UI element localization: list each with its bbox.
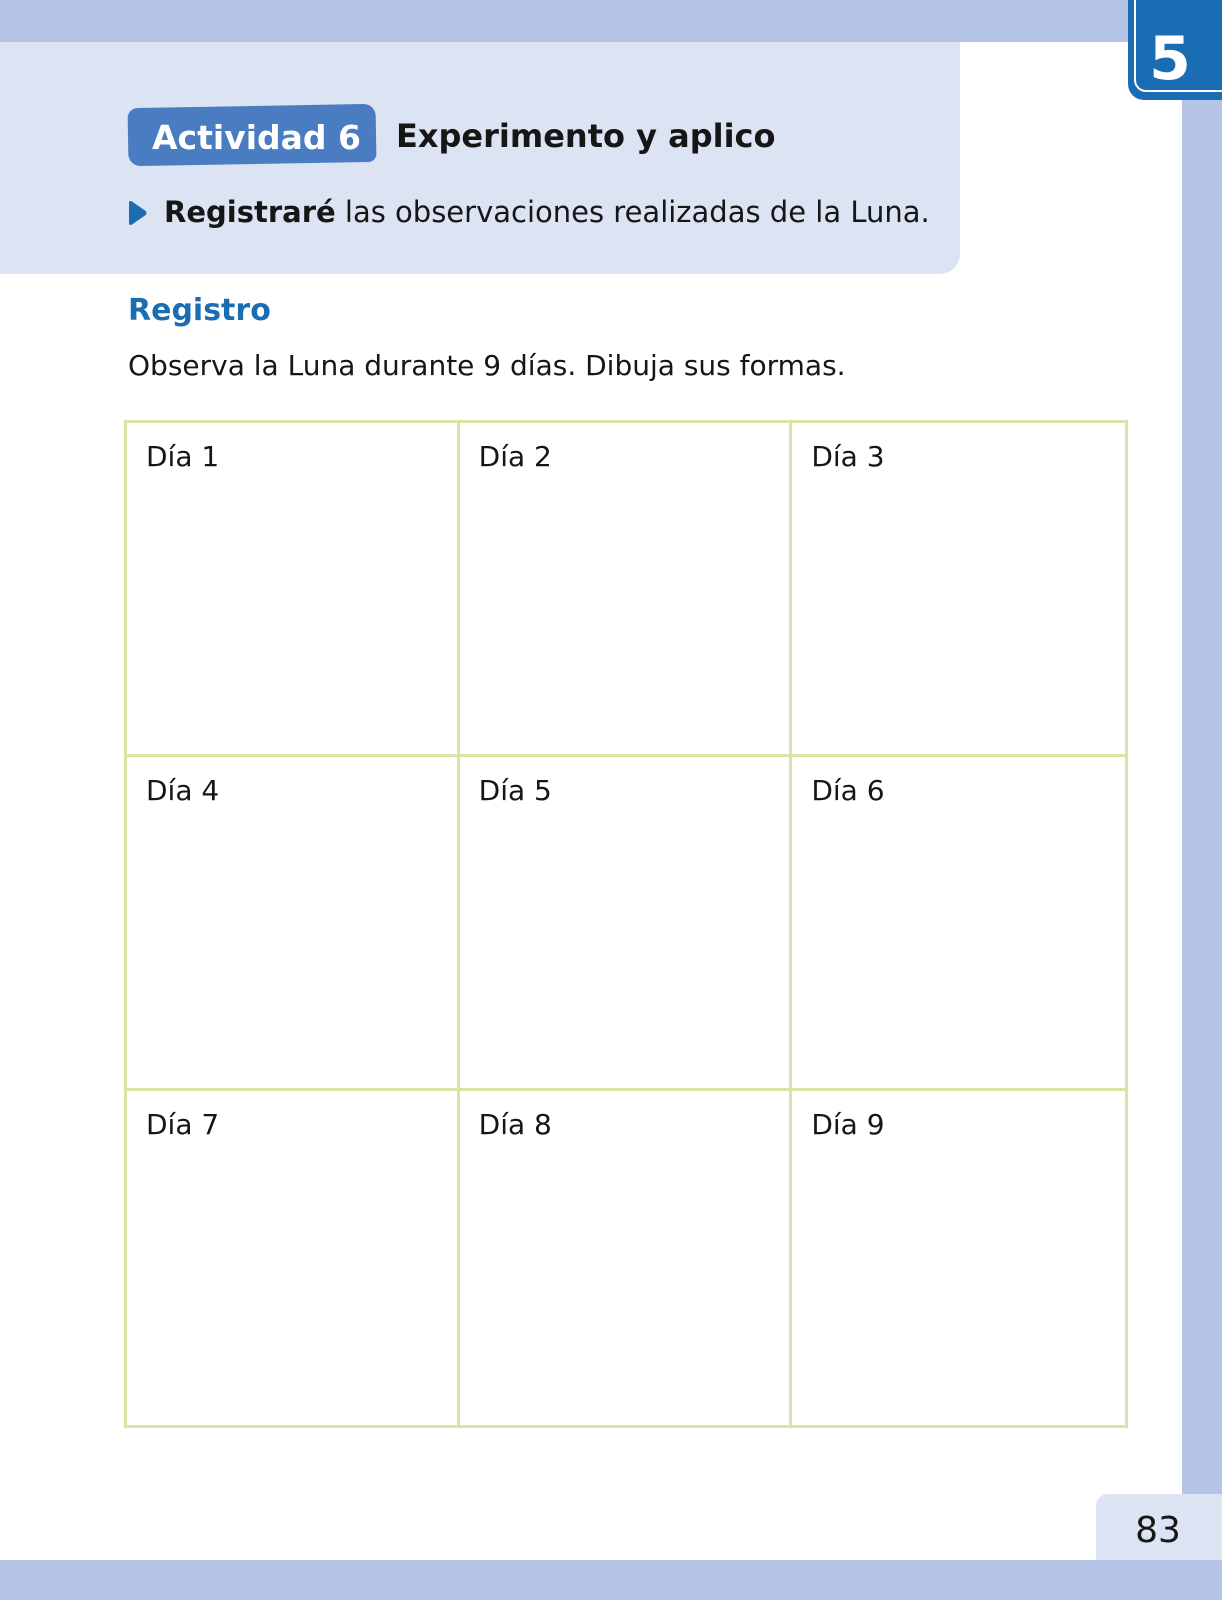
day-cell-7[interactable] [127, 1091, 460, 1425]
day-cell-4[interactable] [127, 757, 460, 1091]
day-label: Día 7 [146, 1108, 220, 1141]
bottom-decorative-band [0, 1560, 1222, 1600]
unit-number: 5 [1149, 24, 1191, 94]
day-cell-1[interactable] [127, 423, 460, 757]
day-label: Día 9 [811, 1108, 885, 1141]
activity-badge-label: Actividad 6 [152, 118, 361, 157]
activity-title: Experimento y aplico [396, 117, 776, 155]
day-cell-3[interactable] [792, 423, 1125, 757]
day-label: Día 8 [478, 1108, 552, 1141]
day-cell-6[interactable] [792, 757, 1125, 1091]
activity-objective [164, 190, 930, 234]
instruction-text: Observa la Luna durante 9 días. Dibuja sus formas. [128, 349, 846, 382]
day-label: Día 4 [146, 774, 220, 807]
day-cell-8[interactable] [460, 1091, 793, 1425]
day-cell-9[interactable] [792, 1091, 1125, 1425]
day-label: Día 5 [478, 774, 552, 807]
objective-text: las observaciones realizadas de la Luna. [335, 195, 930, 229]
day-cell-2[interactable] [460, 423, 793, 757]
moon-observation-grid [124, 420, 1128, 1428]
day-label: Día 2 [478, 440, 552, 473]
top-decorative-band [0, 0, 1222, 42]
section-title: Registro [128, 293, 271, 328]
page-number: 83 [1135, 1510, 1181, 1551]
day-label: Día 6 [811, 774, 885, 807]
day-label: Día 1 [146, 440, 220, 473]
play-arrow-icon [126, 200, 148, 226]
day-cell-5[interactable] [460, 757, 793, 1091]
day-label: Día 3 [811, 440, 885, 473]
objective-verb: Registraré [164, 195, 336, 229]
right-decorative-band [1182, 0, 1222, 1600]
